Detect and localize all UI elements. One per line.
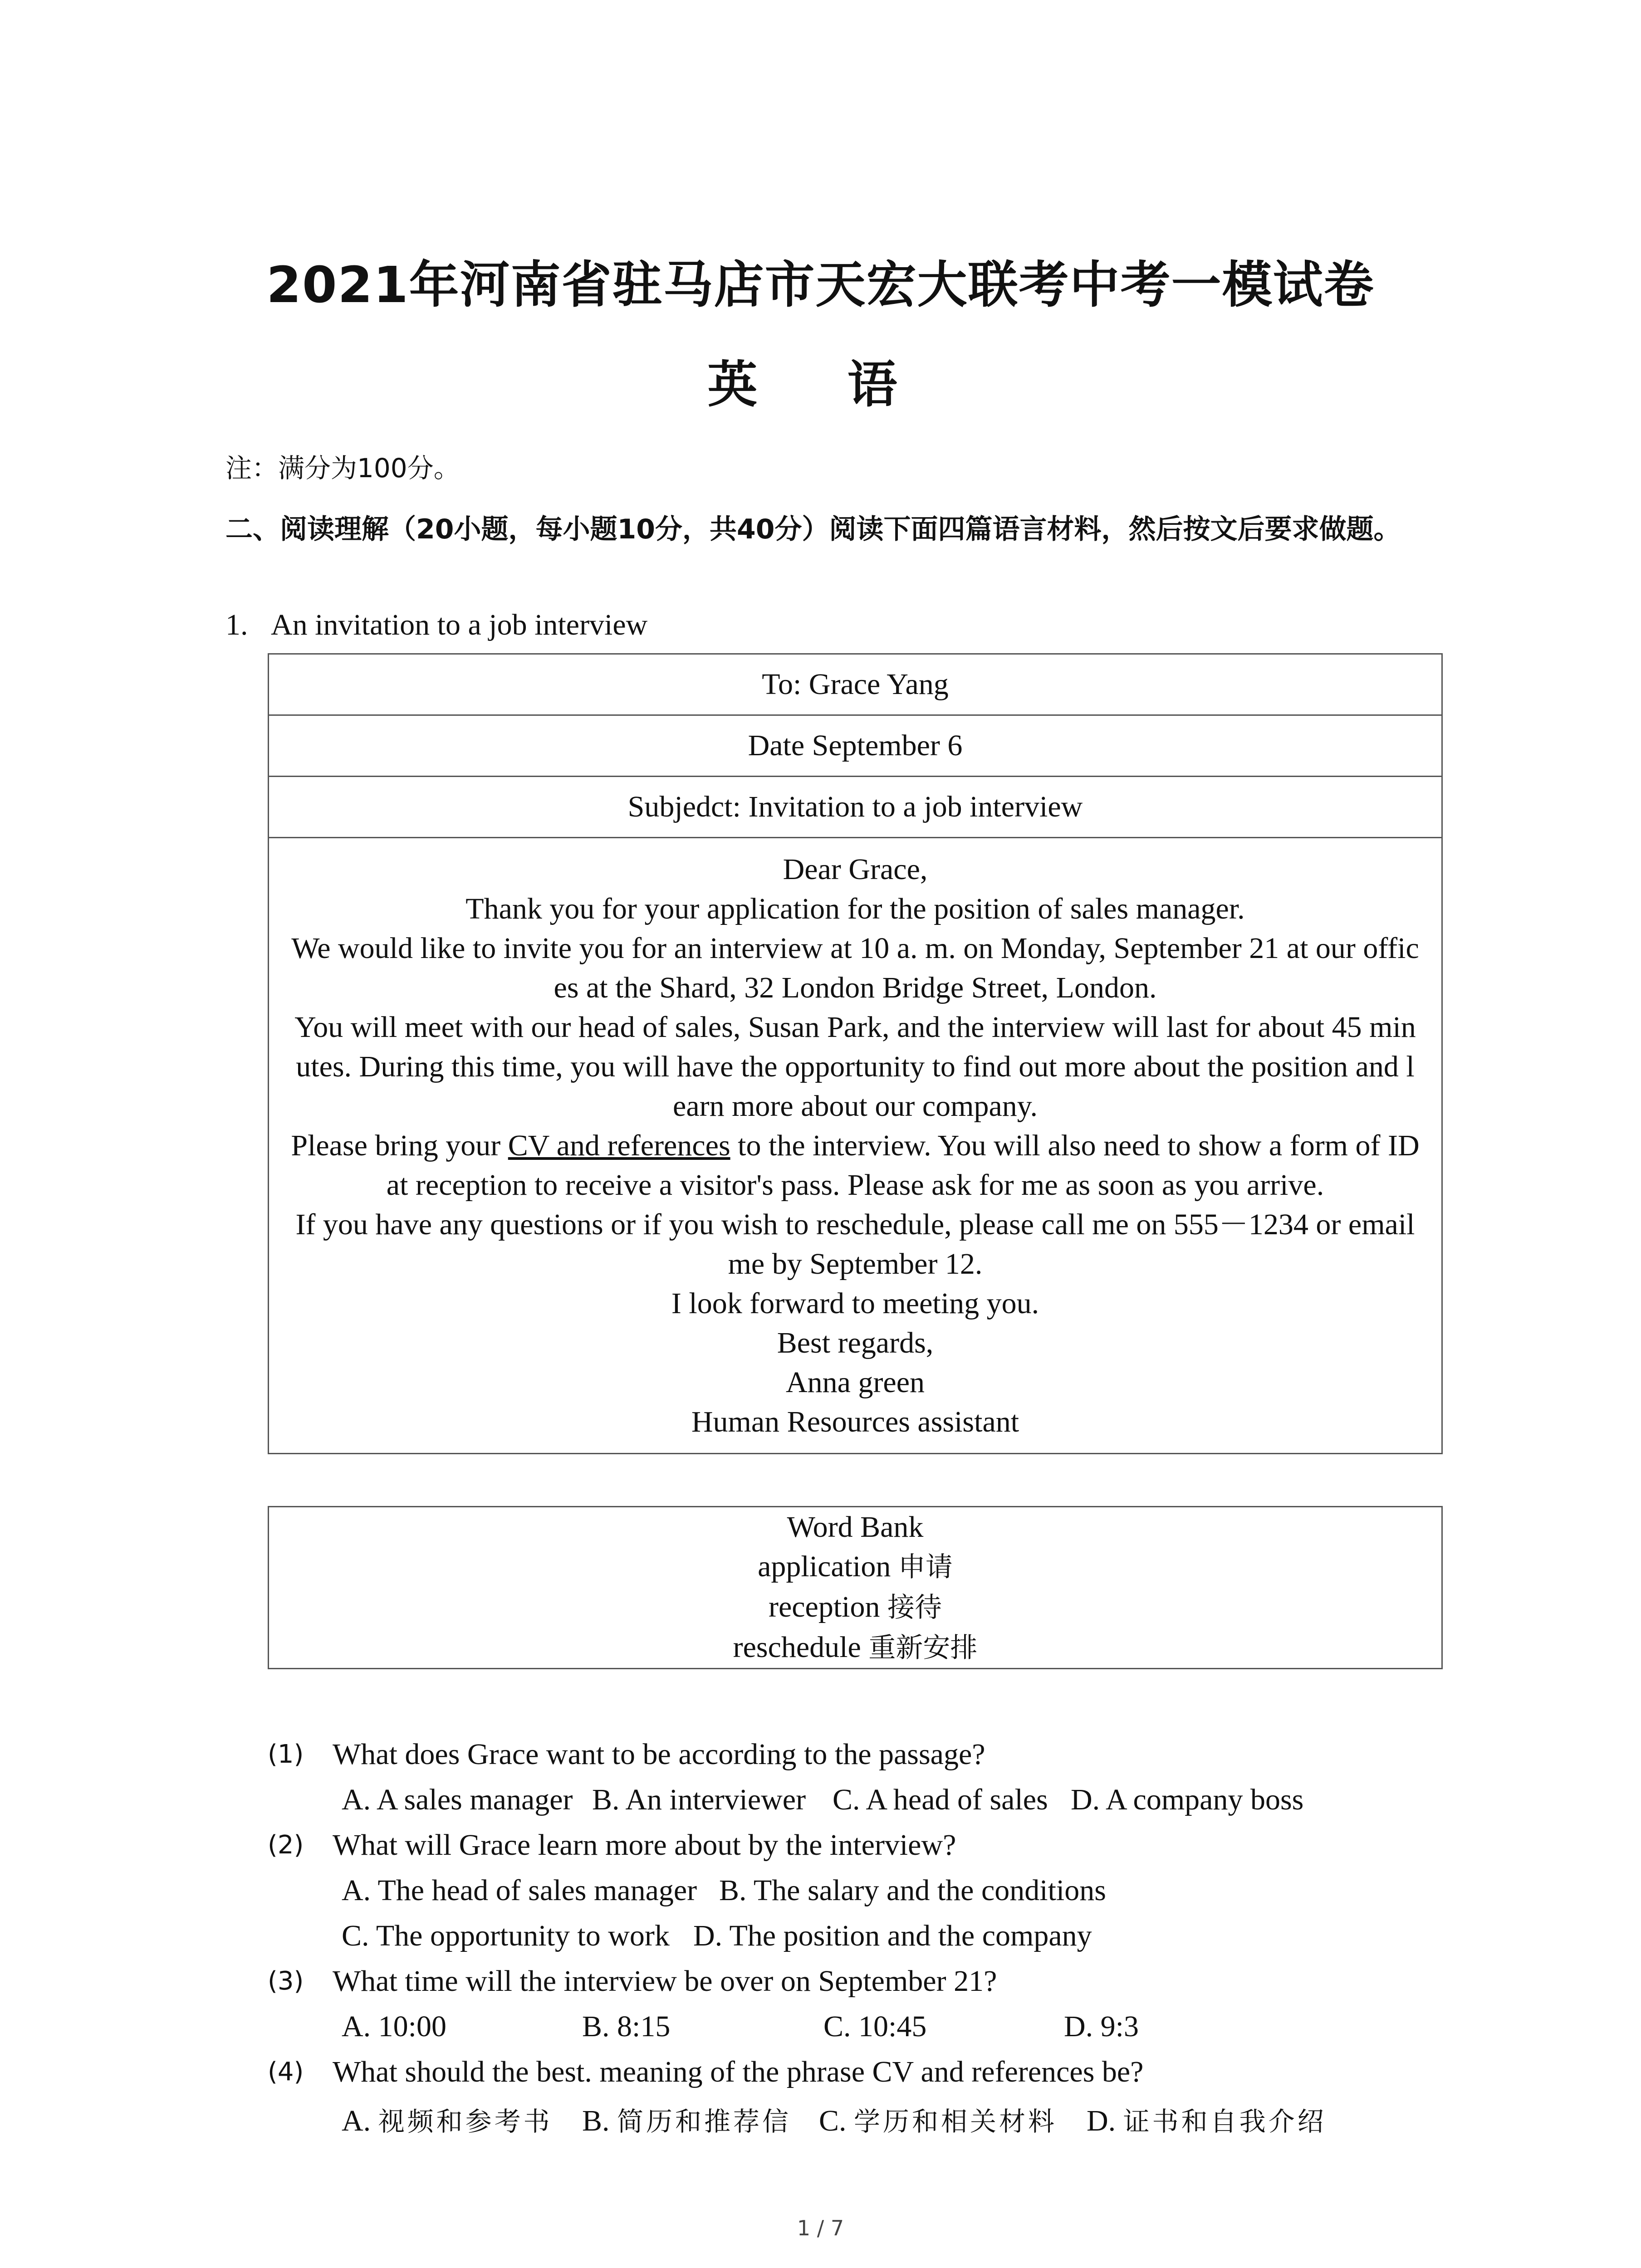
option-text: 学历和相关材料 — [854, 2106, 1058, 2137]
option[interactable] — [1087, 2100, 1327, 2138]
section-instruction: 二、阅读理解（20小题，每小题10分，共40分）阅读下面四篇语言材料，然后按文后要求做题。 — [225, 513, 1401, 545]
word-en: reschedule — [733, 1631, 861, 1664]
letter-line: me by September 12. — [728, 1247, 983, 1281]
word-en: reception — [768, 1590, 880, 1623]
option[interactable]: A. The head of sales manager — [342, 1874, 697, 1907]
subquestion-number: (2) — [268, 1830, 304, 1860]
letter-line: You will meet with our head of sales, Susan Park, and the interview will last for about 45 min — [294, 1011, 1416, 1044]
subquestion-number: (4) — [268, 2057, 304, 2087]
letter-line: I look forward to meeting you. — [671, 1287, 1039, 1320]
option[interactable]: B. An interviewer — [592, 1783, 806, 1816]
exam-title: 2021年河南省驻马店市天宏大联考中考一模试卷 — [266, 256, 1375, 314]
letter-line: es at the Shard, 32 London Bridge Street, London. — [554, 971, 1157, 1004]
letter-body — [269, 838, 1442, 1454]
word-en: application — [758, 1550, 891, 1583]
word-bank-item — [278, 1628, 1432, 1668]
option[interactable] — [819, 2100, 1057, 2138]
word-bank — [269, 1507, 1442, 1669]
question-number: 1. — [225, 608, 248, 641]
option[interactable] — [582, 2100, 791, 2138]
letter-line: Human Resources assistant — [691, 1405, 1019, 1438]
word-zh: 接待 — [887, 1592, 942, 1623]
word-bank-table — [268, 1506, 1443, 1669]
letter-subject: Subjedct: Invitation to a job interview — [269, 777, 1442, 838]
cv-line-pre: Please bring your — [291, 1129, 508, 1162]
letter-line: If you have any questions or if you wish to reschedule, please call me on 555－1234 or email — [295, 1208, 1415, 1241]
option-letter: C. — [819, 2104, 847, 2137]
option-letter: B. — [582, 2104, 610, 2137]
word-bank-item — [278, 1547, 1432, 1587]
word-zh: 重新安排 — [868, 1632, 978, 1664]
question-1-heading — [225, 608, 647, 642]
score-note: 注：满分为100分。 — [225, 453, 460, 484]
word-zh: 申请 — [898, 1551, 953, 1583]
cv-line-post: to the interview. You will also need to show a form of ID — [730, 1129, 1420, 1162]
cv-and-references-underlined: CV and references — [508, 1129, 730, 1162]
letter-to: To: Grace Yang — [269, 654, 1442, 715]
letter-line: Dear Grace, — [783, 853, 928, 886]
subquestion-number: (1) — [268, 1740, 304, 1769]
option-text: 证书和自我介绍 — [1123, 2106, 1327, 2137]
letter-line: utes. During this time, you will have the opportunity to find out more about the position and l — [296, 1050, 1415, 1083]
option[interactable]: C. The opportunity to work — [342, 1919, 670, 1952]
letter-line: Best regards, — [777, 1326, 934, 1359]
word-bank-item — [278, 1587, 1432, 1628]
letter-line: Anna green — [785, 1366, 925, 1399]
subquestion-text: What does Grace want to be according to the passage? — [333, 1738, 985, 1771]
letter-line-cv — [280, 1126, 1430, 1165]
letter-date: Date September 6 — [269, 715, 1442, 777]
option[interactable]: D. 9:3 — [1064, 2010, 1139, 2043]
subquestion-text: What time will the interview be over on September 21? — [333, 1965, 997, 1998]
option[interactable]: A. 10:00 — [342, 2010, 446, 2043]
question-title: An invitation to a job interview — [271, 608, 648, 641]
subject-heading: 英 语 — [707, 356, 934, 414]
option[interactable] — [342, 2100, 553, 2138]
invitation-letter-table — [268, 653, 1443, 1454]
option-text: 视频和参考书 — [378, 2106, 553, 2137]
letter-line: earn more about our company. — [673, 1090, 1038, 1123]
letter-line: We would like to invite you for an interview at 10 a. m. on Monday, September 21 at our offic — [291, 932, 1419, 965]
subquestion-text: What will Grace learn more about by the interview? — [333, 1828, 956, 1862]
letter-line: Thank you for your application for the position of sales manager. — [465, 892, 1245, 925]
option-letter: A. — [342, 2104, 371, 2137]
option[interactable]: D. A company boss — [1071, 1783, 1304, 1816]
option-letter: D. — [1087, 2104, 1116, 2137]
option[interactable]: B. 8:15 — [582, 2010, 671, 2043]
word-bank-title: Word Bank — [787, 1510, 924, 1544]
option[interactable]: C. A head of sales — [833, 1783, 1048, 1816]
subquestion-number: (3) — [268, 1966, 304, 1996]
option[interactable]: C. 10:45 — [823, 2010, 927, 2043]
option[interactable]: B. The salary and the conditions — [719, 1874, 1106, 1907]
page-number: 1 / 7 — [797, 2216, 844, 2240]
option[interactable]: D. The position and the company — [693, 1919, 1092, 1952]
letter-line: at reception to receive a visitor's pass. Please ask for me as soon as you arrive. — [386, 1168, 1324, 1202]
subquestion-text: What should the best. meaning of the phrase CV and references be? — [333, 2055, 1144, 2088]
option-text: 简历和推荐信 — [617, 2106, 792, 2137]
option[interactable]: A. A sales manager — [342, 1783, 573, 1816]
